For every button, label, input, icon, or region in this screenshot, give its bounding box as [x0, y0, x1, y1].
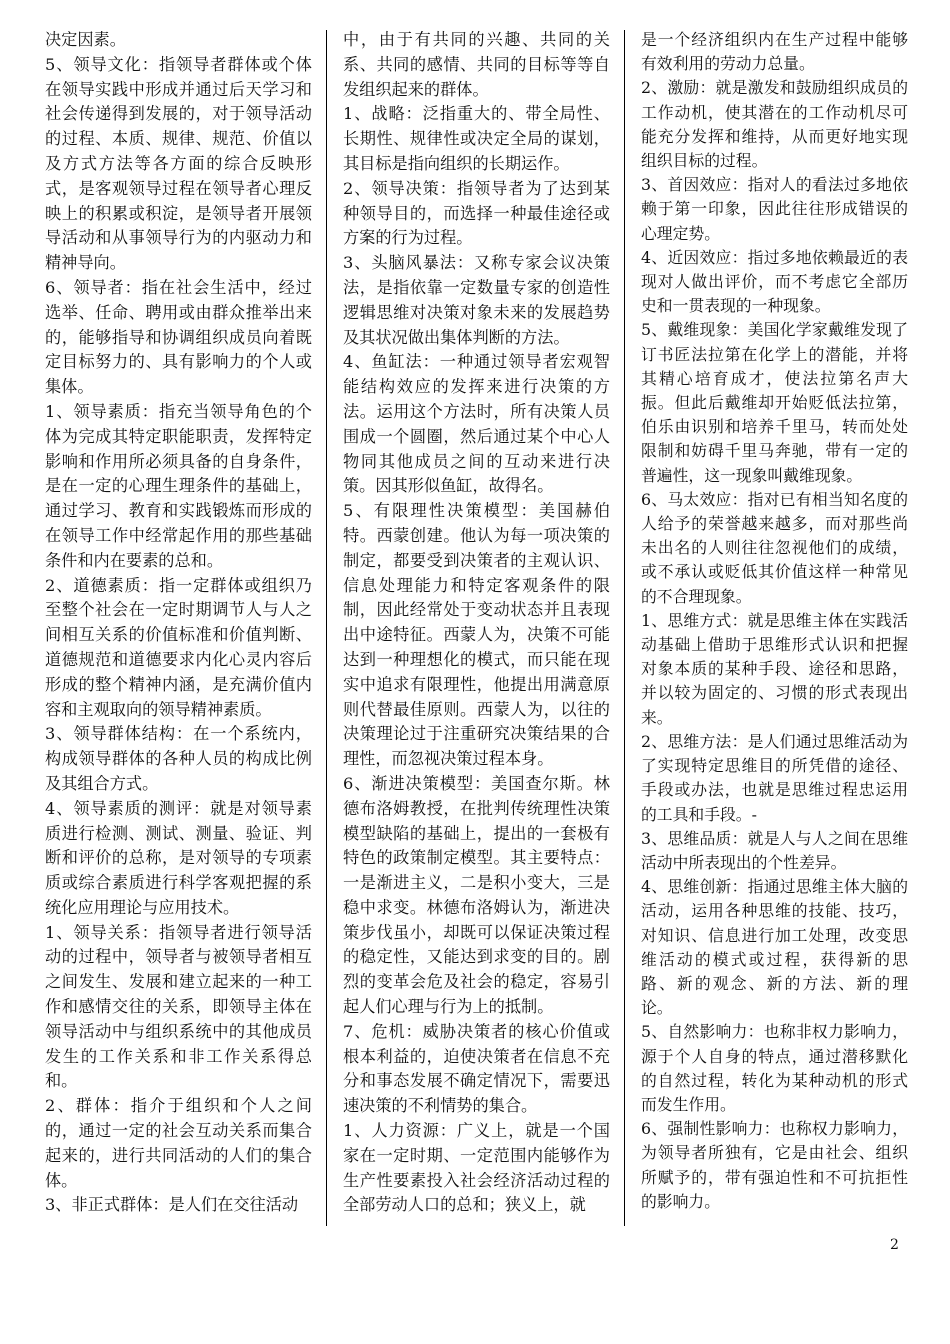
paragraph: 2、领导决策：指领导者为了达到某种领导目的，而选择一种最佳途径或方案的行为过程。: [343, 178, 610, 248]
paragraph: 1、思维方式：就是思维主体在实践活动基础上借助于思维形式认识和把握对象本质的某种手段、途径和思路，并以较为固定的、习惯的形式表现出来。: [641, 610, 908, 727]
paragraph: 决定因素。: [45, 30, 126, 49]
paragraph: 2、激励：就是激发和鼓励组织成员的工作动机，使其潜在的工作动机尽可能充分发挥和维持，从而更好地实现组织目标的过程。: [641, 78, 908, 171]
text-column-left: [45, 28, 312, 1218]
paragraph: 4、领导素质的测评：就是对领导素质进行检测、测试、测量、验证、判断和评价的总称，是对领导的专项素质或综合素质进行科学客观把握的系统化应用理论与应用技术。: [45, 798, 312, 917]
paragraph: 5、有限理性决策模型：美国赫伯特。西蒙创建。他认为每一项决策的制定，都要受到决策者的主观认识、信息处理能力和特定客观条件的限制，因此经常处于变动状态并且表现出中途特征。西蒙人为，决策不可能达到一种理想化的模式，而只能在现实中追求有限理性，他提出用满意原则代替最佳原则。西蒙人为，以往的决策理论过于注重研究决策结果的合理性，而忽视决策过程本身。: [343, 501, 610, 769]
paragraph: 是一个经济组织内在生产过程中能够有效利用的劳动力总量。: [641, 30, 908, 74]
paragraph: 1、领导素质：指充当领导角色的个体为完成其特定职能职责，发挥特定影响和作用所必须具备的自身条件，是在一定的心理生理条件的基础上，通过学习、教育和实践锻炼而形成的在领导工作中经常起作用的那些基础条件和内在要素的总和。: [45, 401, 312, 570]
paragraph: 3、非正式群体：是人们在交往活动: [45, 1195, 299, 1215]
paragraph: 2、群体：指介于组织和个人之间的，通过一定的社会互动关系而集合起来的，进行共同活动的人们的集合体。: [45, 1096, 312, 1190]
paragraph: 5、自然影响力：也称非权力影响力，源于个人自身的特点，通过潜移默化的自然过程，转化为某种动机的形式而发生作用。: [641, 1022, 908, 1114]
paragraph: 1、战略：泛指重大的、带全局性、长期性、规律性或决定全局的谋划，其目标是指向组织的长期运作。: [343, 104, 610, 173]
paragraph: 3、头脑风暴法：又称专家会议决策法，是指依靠一定数量专家的创造性逻辑思维对决策对象未来的发展趋势及其状况做出集体判断的方法。: [343, 253, 610, 347]
paragraph: 2、道德素质：指一定群体或组织乃至整个社会在一定时期调节人与人之间相互关系的价值标准和价值判断、道德规范和道德要求内化心灵内容后形成的整个精神内涵，是充满价值内容和主观取向的领导精神素质。: [45, 575, 312, 719]
paragraph: 7、危机：威胁决策者的核心价值或根本利益的，迫使决策者在信息不充分和事态发展不确定情况下，需要迅速决策的不利情势的集合。: [343, 1021, 610, 1116]
text-column-right: [641, 28, 908, 1214]
paragraph: 4、思维创新：指通过思维主体大脑的活动，运用各种思维的技能、技巧，对知识、信息进行加工处理，改变思维活动的模式或过程，获得新的思路、新的观念、新的方法、新的理论。: [641, 877, 908, 1018]
paragraph: 5、领导文化：指领导者群体或个体在领导实践中形成并通过后天学习和社会传递得到发展的，对于领导活动的过程、本质、规律、规范、价值以及方式方法等各方面的综合反映形式，是客观领导过程在领导者心理反映上的积累或积淀，是领导者开展领导活动和从事领导行为的内驱动力和精神导向。: [45, 54, 312, 273]
paragraph: 6、马太效应：指对已有相当知名度的人给予的荣誉越来越多，而对那些尚未出名的人则往往忽视他们的成绩，或不承认或贬低其价值这样一种常见的不合理现象。: [641, 489, 908, 606]
page-number: 2: [890, 1237, 899, 1253]
column-divider: [624, 30, 625, 1226]
paragraph: 3、思维品质：就是人与人之间在思维活动中所表现出的个性差异。: [641, 828, 908, 872]
paragraph: 6、领导者：指在社会生活中，经过选举、任命、聘用或由群众推举出来的，能够指导和协调组织成员向着既定目标努力的、具有影响力的个人或集体。: [45, 277, 312, 397]
paragraph: 6、渐进决策模型：美国查尔斯。林德布洛姆教授，在批判传统理性决策模型缺陷的基础上，提出的一套极有特色的政策制定模型。其主要特点：一是渐进主义，二是积小变大，三是稳中求变。林德布洛姆认为，渐进决策步伐虽小，却既可以保证决策过程的稳定性，又能达到求变的目的。剧烈的变革会危及社会的稳定，容易引起人们心理与行为上的抵制。: [343, 773, 610, 1017]
paragraph: 5、戴维现象：美国化学家戴维发现了订书匠法拉第在化学上的潜能，并将其精心培育成才，使法拉第名声大振。但此后戴维却开始贬低法拉第，伯乐由识别和培养千里马，转而处处限制和妨碍千里马奔驰，带有一定的普遍性，这一现象叫戴维现象。: [641, 320, 908, 485]
paragraph: 3、首因效应：指对人的看法过多地依赖于第一印象，因此往往形成错误的心理定势。: [641, 175, 908, 243]
text-column-middle: [343, 28, 610, 1218]
paragraph: 中，由于有共同的兴趣、共同的关系、共同的感情、共同的目标等等自发组织起来的群体。: [343, 30, 610, 99]
paragraph: 1、人力资源：广义上，就是一个国家在一定时期、一定范围内能够作为生产性要素投入社会经济活动过程的全部劳动人口的总和；狭义上，就: [343, 1121, 610, 1215]
paragraph: 2、思维方法：是人们通过思维活动为了实现特定思维目的所凭借的途径、手段或办法，也就是思维过程忠运用的工具和手段。-: [641, 731, 908, 824]
paragraph: 3、领导群体结构：在一个系统内，构成领导群体的各种人员的构成比例及其组合方式。: [45, 724, 312, 793]
column-divider: [326, 30, 327, 1226]
paragraph: 4、近因效应：指过多地依赖最近的表现对人做出评价，而不考虑它全部历史和一贯表现的一种现象。: [641, 247, 908, 316]
paragraph: 1、领导关系：指领导者进行领导活动的过程中，领导者与被领导者相互之间发生、发展和建立起来的一种工作和感情交往的关系，即领导主体在领导活动中与组织系统中的其他成员发生的工作关系和非工作关系得总和。: [45, 922, 312, 1091]
paragraph: 4、鱼缸法：一种通过领导者宏观智能结构效应的发挥来进行决策的方法。运用这个方法时，所有决策人员围成一个圆圈，然后通过某个中心人物同其他成员之间的互动来进行决策。因其形似鱼缸，故得名。: [343, 352, 610, 496]
paragraph: 6、强制性影响力：也称权力影响力，为领导者所独有，它是由社会、组织所赋予的，带有强迫性和不可抗拒性的影响力。: [641, 1119, 908, 1211]
